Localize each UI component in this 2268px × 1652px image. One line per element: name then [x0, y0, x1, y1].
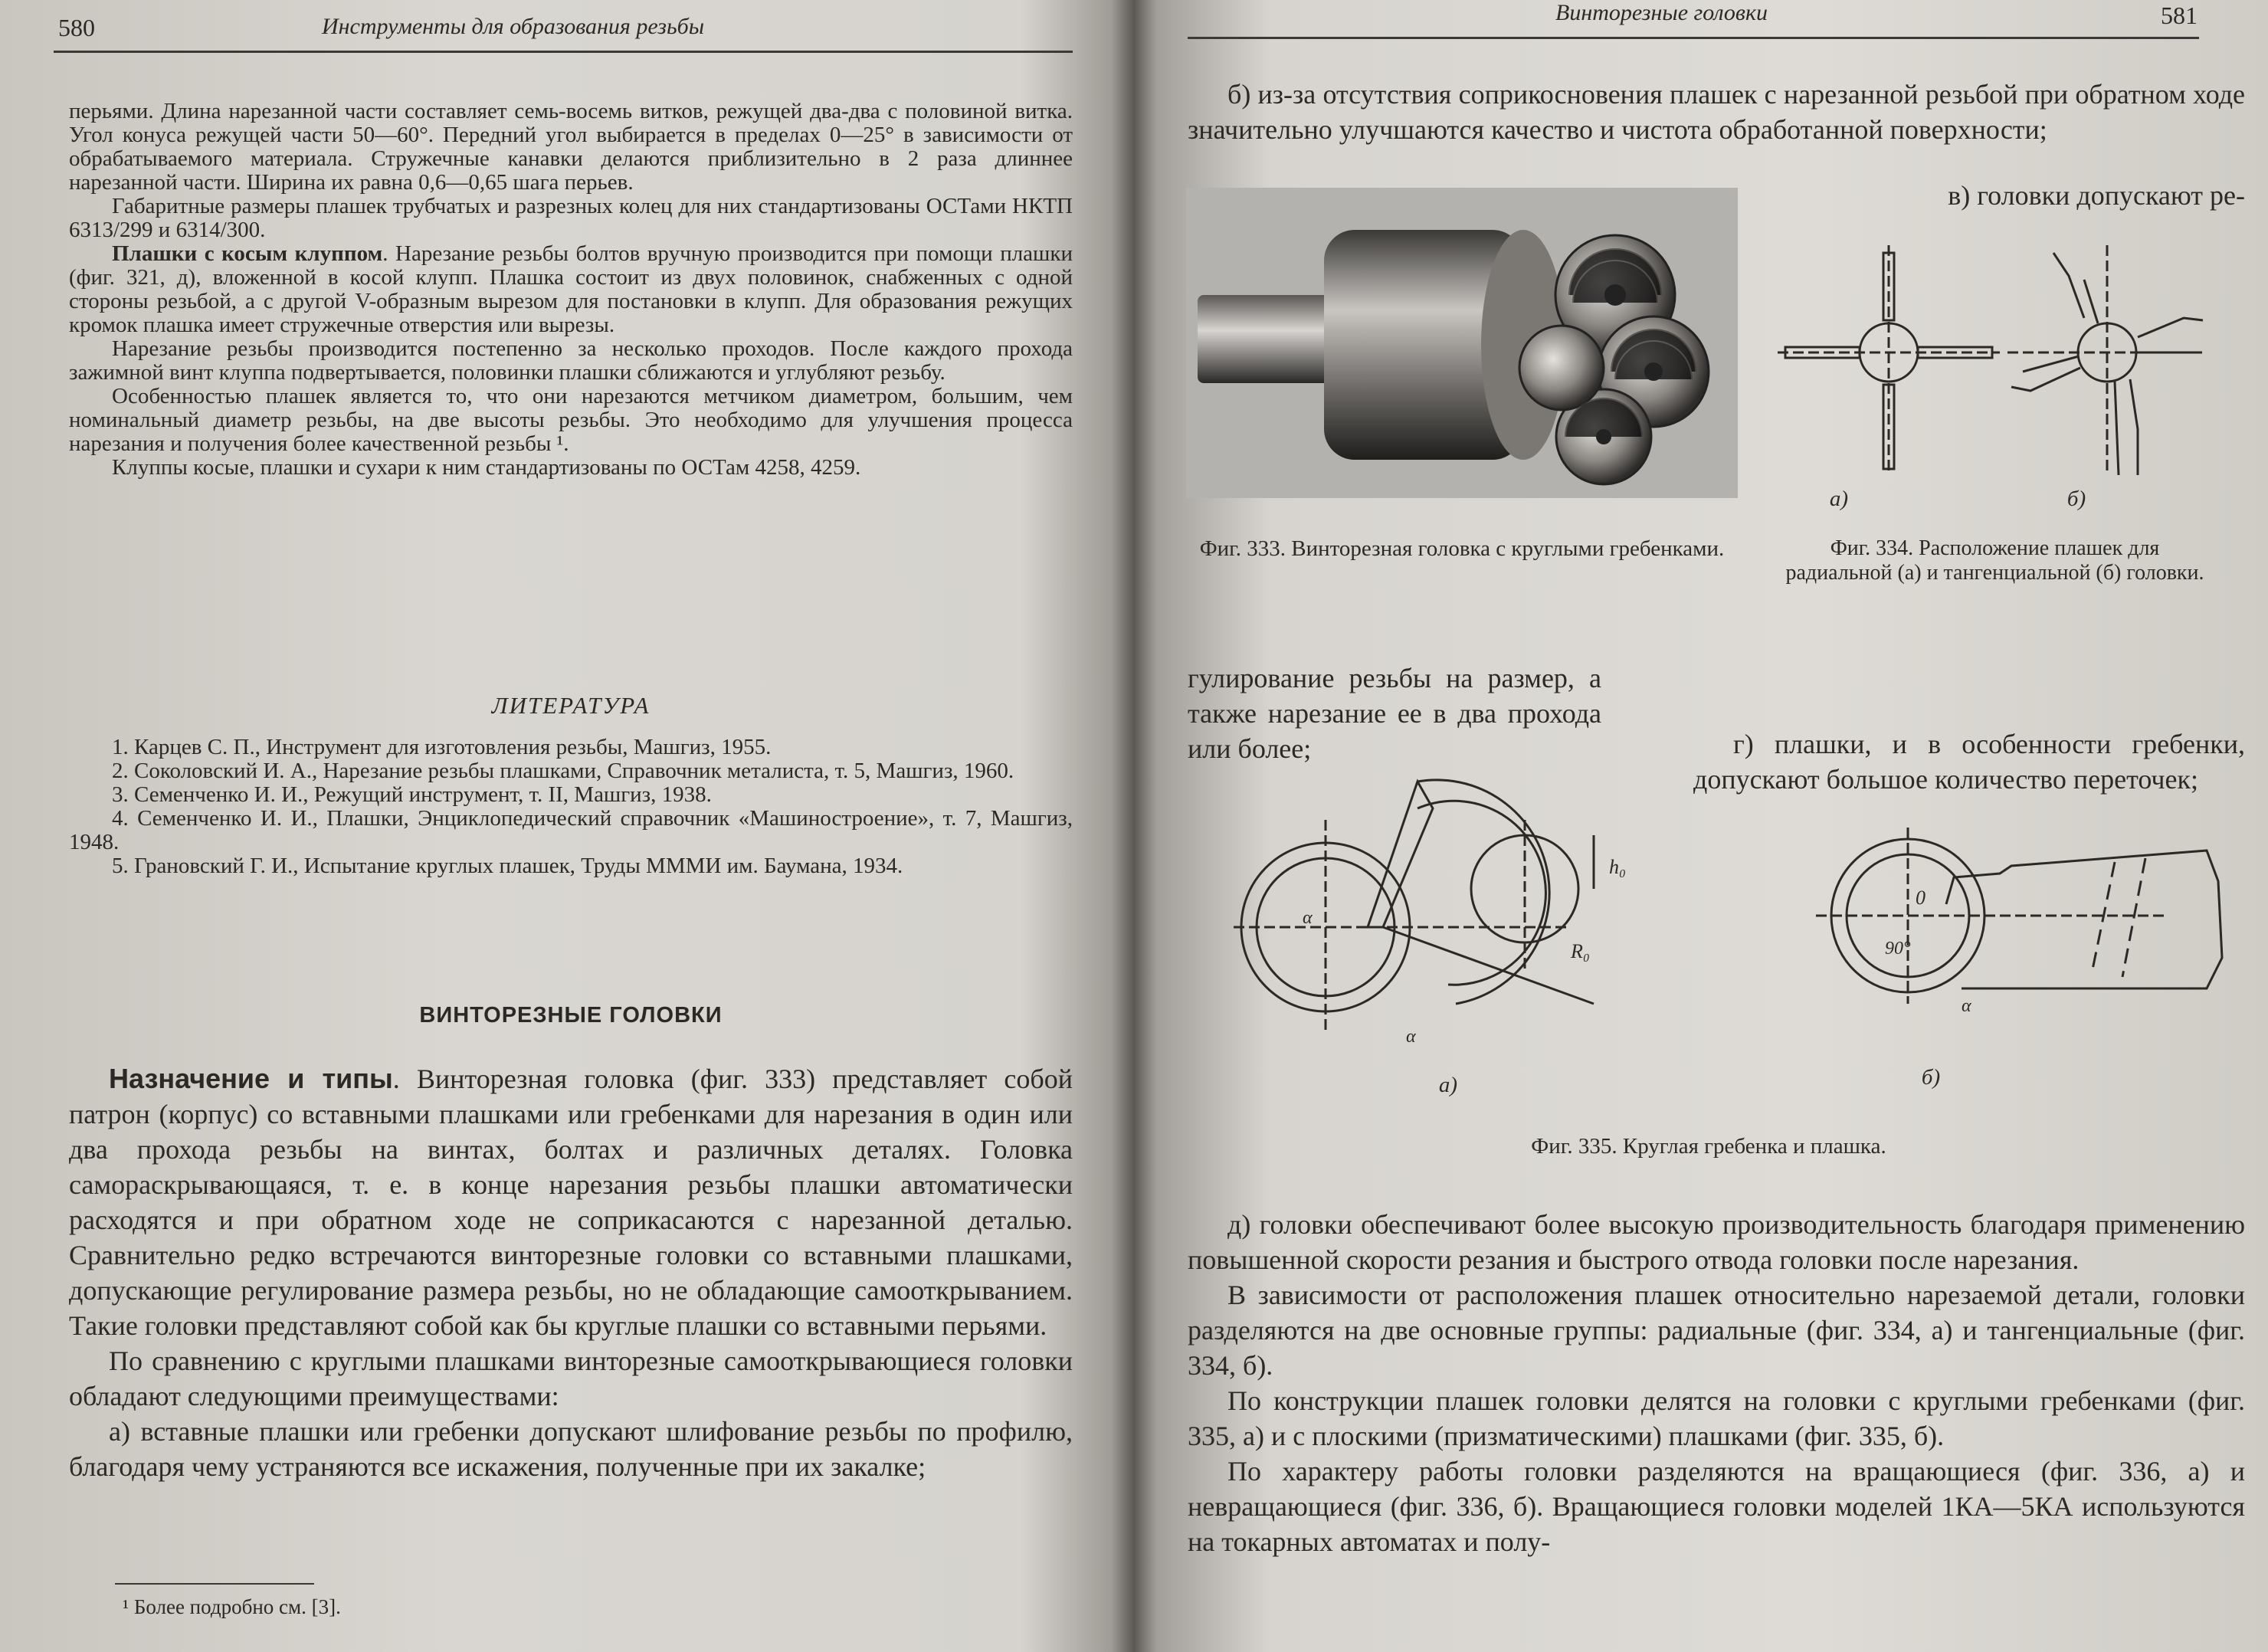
paragraph: По характеру работы головки разделяются на вращающиеся (фиг. 336, а) и невращающиеся (фиг. 336, б). Вращающиеся головки моделей 1КА—5КА используются на токарных автоматах и полу-	[1188, 1456, 2245, 1557]
die-arrangement-diagram	[1778, 245, 2207, 521]
body-text-bottom	[1188, 1207, 2245, 1559]
figure-335-label-a: а)	[1438, 1073, 1458, 1097]
literature-item: 3. Семенченко И. И., Режущий инструмент, т. II, Машгиз, 1938.	[112, 782, 712, 807]
label-alpha: α	[1303, 908, 1313, 928]
list-item-d: д) головки обеспечивают более высокую производительность благодаря применению повышенной скорости резания и быстрого отвода головки после нарезания.	[1188, 1209, 2245, 1275]
figure-333-caption: Фиг. 333. Винторезная головка с круглыми гребенками.	[1199, 536, 1725, 561]
running-head: Винторезные головки	[1555, 0, 1768, 25]
header-rule	[1188, 37, 2199, 39]
inline-heading: Назначение и типы	[109, 1063, 393, 1094]
page-number: 580	[58, 14, 95, 41]
body-text-top	[69, 100, 1073, 480]
label-r0: R₀	[1571, 940, 1590, 962]
running-head: Инструменты для образования резьбы	[322, 14, 705, 39]
paragraph: Особенностью плашек является то, что они нарезаются метчиком диаметром, большим, чем номинальный диаметр резьбы, на две высоты резьбы. Это необходимо для улучшения процесса нарезания и получения более качественной резьбы ¹.	[69, 384, 1073, 456]
paragraph: Нарезание резьбы производится постепенно за несколько проходов. После каждого прохода зажимной винт клуппа подвертывается, половинки плашки сближаются и углубляют резьбу.	[69, 336, 1073, 385]
figure-335-label-b: б)	[1921, 1065, 1941, 1090]
list-item-g: г) плашки, и в особенности гребенки, допускают большое количество переточек;	[1693, 729, 2245, 795]
paragraph: перьями. Длина нарезанной части составляет семь-восемь витков, режущей два-два с половиной витка. Угол конуса режущей части 50—60°. Передний угол выбирается в пределах 0—25° в зависимости от обрабатываемого материала. Стружечные канавки делаются приблизительно в 2 раза длиннее нарезанной части. Ширина их равна 0,6—0,65 шага перьев.	[69, 99, 1073, 195]
label-0: 0	[1916, 887, 1926, 909]
label-h0: h₀	[1609, 856, 1627, 878]
list-item-v-start: в) головки допускают ре-	[1948, 180, 2245, 211]
paragraph: По сравнению с круглыми плашками винторезные самооткрывающиеся головки обладают следующими преимуществами:	[69, 1346, 1073, 1411]
literature-item: 2. Соколовский И. А., Нарезание резьбы плашками, Справочник металиста, т. 5, Машгиз, 1960.	[112, 759, 1014, 783]
page-number: 581	[2161, 2, 2198, 29]
literature-item: 5. Грановский Г. И., Испытание круглых плашек, Труды МММИ им. Баумана, 1934.	[112, 854, 903, 878]
list-item-a: а) вставные плашки или гребенки допускают шлифование резьбы по профилю, благодаря чему устраняются все искажения, полученные при их закалке;	[69, 1416, 1073, 1482]
die-head-photo	[1186, 188, 1738, 498]
header-rule	[54, 51, 1073, 53]
figure-334-diagram	[1778, 245, 2207, 521]
literature-item: 4. Семенченко И. И., Плашки, Энциклопедический справочник «Машиностроение», т. 7, Машгиз, 1948.	[69, 806, 1073, 854]
paragraph: В зависимости от расположения плашек относительно нарезаемой детали, головки разделяются на две основные группы: радиальные (фиг. 334, а) и тангенциальные (фиг. 334, б).	[1188, 1280, 2245, 1381]
literature-title: ЛИТЕРАТУРА	[491, 692, 651, 719]
figure-335-diagram	[1234, 743, 2230, 1073]
label-alpha: α	[1962, 996, 1971, 1016]
figure-334-caption: Фиг. 334. Расположение плашек для радиальной (а) и тангенциальной (б) головки.	[1785, 536, 2204, 585]
paragraph-kosoy: Плашки с косым клуппом. Нарезание резьбы болтов вручную производится при помощи плашки (фиг. 321, д), вложенной в косой клупп. Плашка состоит из двух половинок, снабженных с одной стороны резьбой, а с другой V-образным вырезом для постановки в клупп. Для образования режущих кромок плашка имеет стружечные отверстия или вырезы.	[69, 241, 1073, 337]
left-page	[0, 0, 1126, 1652]
round-chaser-diagram	[1234, 743, 2230, 1073]
figure-333-photo	[1186, 188, 1738, 498]
figure-335-caption: Фиг. 335. Круглая гребенка и плашка.	[1531, 1134, 1886, 1159]
literature-list	[69, 736, 1073, 878]
right-page	[1142, 0, 2268, 1652]
literature-item: 1. Карцев С. П., Инструмент для изготовления резьбы, Машгиз, 1955.	[112, 735, 772, 759]
footnote-rule	[115, 1583, 314, 1585]
figure-334-label-b: б)	[2066, 487, 2086, 511]
label-alpha: α	[1406, 1027, 1416, 1047]
paragraph-purpose: Назначение и типы. Винторезная головка (фиг. 333) представляет собой патрон (корпус) со вставными плашками или гребенками для нарезания в один или два прохода резьбы на винтах, болтах и различных деталях. Головка самораскрывающаяся, т. е. в конце нарезания резьбы плашки автоматически расходятся и при обратном ходе не соприкасаются с нарезанной деталью. Сравнительно редко встречаются винторезные головки со вставными плашками, допускающие регулирование размера резьбы, но не обладающие самооткрыванием. Такие головки представляют собой как бы круглые плашки со вставными перьями.	[69, 1063, 1073, 1341]
section-title: ВИНТОРЕЗНЫЕ ГОЛОВКИ	[419, 1003, 723, 1028]
list-item-v-end: гулирование резьбы на размер, а также нарезание ее в два прохода или более;	[1188, 663, 1601, 764]
body-text-bottom	[69, 1061, 1073, 1484]
label-90: 90°	[1885, 939, 1911, 959]
paragraph: Габаритные размеры плашек трубчатых и разрезных колец для них стандартизованы ОСТами НКТП 6313/299 и 6314/300.	[69, 194, 1073, 242]
inline-heading: Плашки с косым клуппом	[112, 241, 383, 266]
paragraph: Клуппы косые, плашки и сухари к ним стандартизованы по ОСТам 4258, 4259.	[112, 455, 861, 480]
list-item-b: б) из-за отсутствия соприкосновения плашек с нарезанной резьбой при обратном ходе значительно улучшаются качество и чистота обработанной поверхности;	[1188, 79, 2245, 145]
figure-334-label-a: а)	[1829, 487, 1849, 511]
footnote: ¹ Более подробно см. [3].	[123, 1595, 341, 1618]
paragraph: По конструкции плашек головки делятся на головки с круглыми гребенками (фиг. 335, а) и с плоскими (призматическими) плашками (фиг. 335, б).	[1188, 1385, 2245, 1451]
